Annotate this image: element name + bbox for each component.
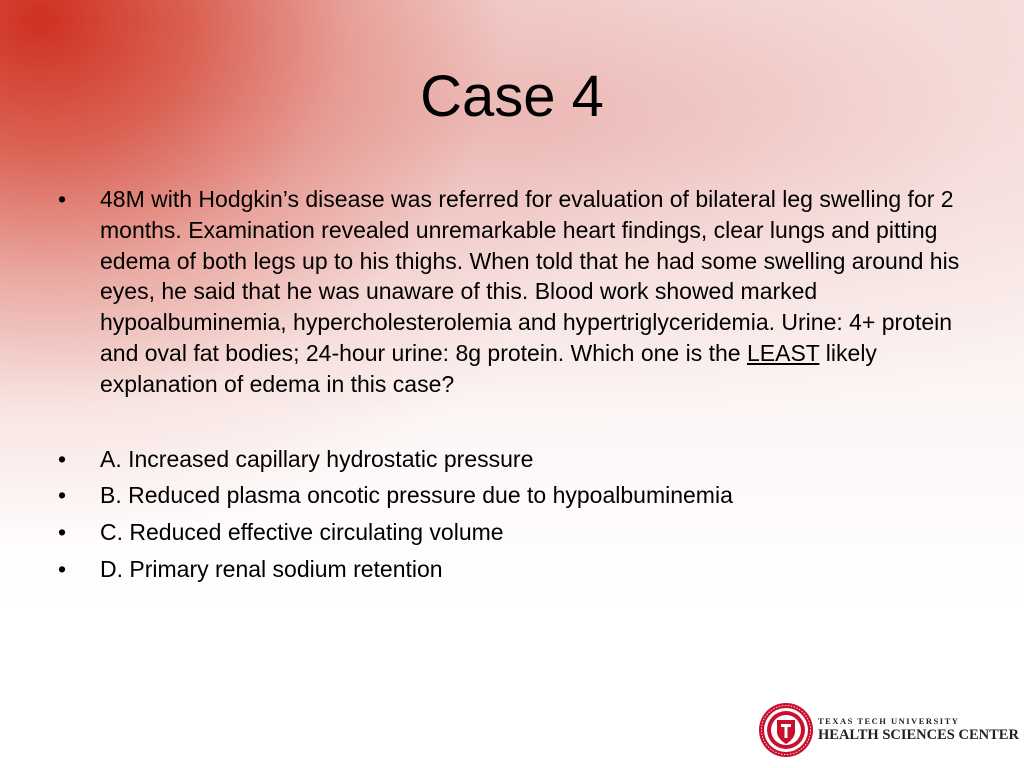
university-seal-icon xyxy=(758,702,814,758)
slide-body xyxy=(58,184,963,591)
option-c xyxy=(58,517,963,548)
bullet-icon: • xyxy=(58,445,67,472)
case-description-bullet xyxy=(58,184,963,400)
bullet-icon: • xyxy=(58,186,67,212)
case-text-intro: 48M with Hodgkin’s disease was referred for evaluation of bilateral leg swelling for 2 months. Examination revealed unremarkable heart findings, clear lungs and pitting edema of both legs up to his thighs. When told that he had some swelling around his eyes, he said that he was unaware of this. Blood work showed marked hypoalbuminemia, hypercholesterolemia and hypertriglyceridemia. Urine: 4+ protein and oval fat bodies; 24-hour urine: 8g protein. Which one is the xyxy=(100,186,960,366)
logo-university-name: TEXAS TECH UNIVERSITY xyxy=(818,716,960,726)
option-text: D. Primary renal sodium retention xyxy=(100,555,443,582)
logo-center-name: HEALTH SCIENCES CENTER xyxy=(818,727,1019,743)
bullet-icon: • xyxy=(58,555,67,582)
bullet-icon: • xyxy=(58,482,67,509)
option-text: A. Increased capillary hydrostatic pressure xyxy=(100,445,534,472)
option-text: B. Reduced plasma oncotic pressure due to hypoalbuminemia xyxy=(100,482,733,509)
option-b xyxy=(58,480,963,511)
bullet-icon: • xyxy=(58,519,67,546)
slide-title: Case 4 xyxy=(420,64,604,129)
case-text xyxy=(100,186,959,397)
ttuhsc-logo xyxy=(748,696,1020,766)
option-a xyxy=(58,444,963,475)
option-text: C. Reduced effective circulating volume xyxy=(100,519,504,546)
case-text-emphasis: LEAST xyxy=(746,339,820,366)
option-d xyxy=(58,554,963,585)
case-text-end: likely explanation of edema in this case? xyxy=(100,339,877,397)
